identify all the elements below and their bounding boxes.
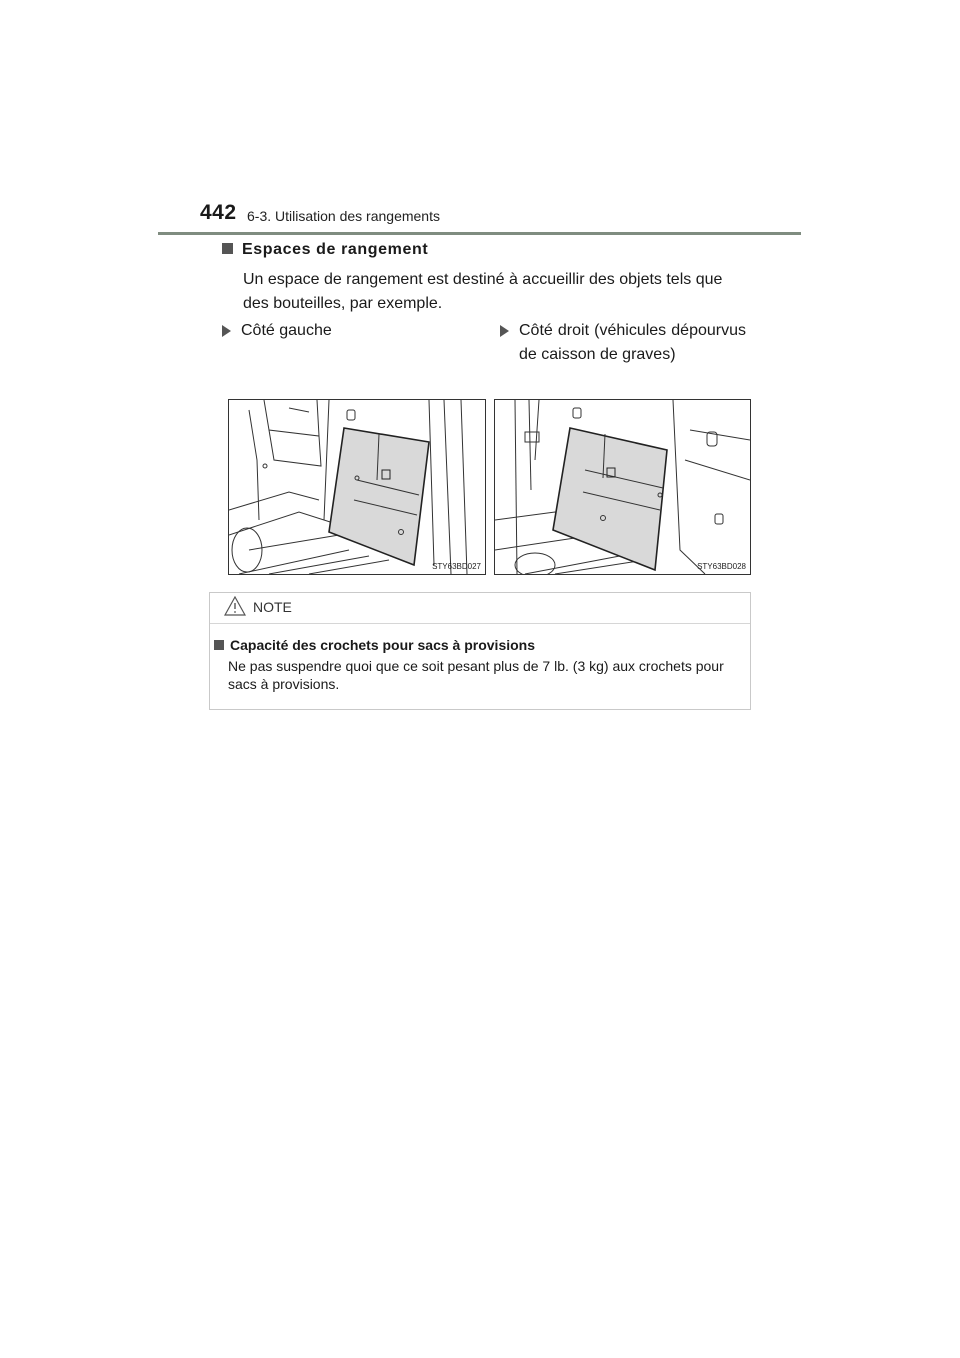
option-right <box>500 319 746 367</box>
intro-paragraph: Un espace de rangement est destiné à accueillir des objets tels que des bouteilles, par exemple. <box>243 271 723 312</box>
option-left <box>222 319 462 343</box>
square-bullet-icon <box>214 640 224 650</box>
note-subheading <box>214 637 535 653</box>
note-subheading-text: Capacité des crochets pour sacs à provisions <box>230 637 536 653</box>
cargo-right-illustration <box>495 400 750 574</box>
section-heading <box>222 241 428 259</box>
triangle-bullet-icon <box>222 325 231 337</box>
figure-code: STY63BD027 <box>432 562 481 571</box>
triangle-bullet-icon <box>500 325 509 337</box>
note-header <box>210 593 750 624</box>
note-body: Ne pas suspendre quoi que ce soit pesant plus de 7 lb. (3 kg) aux crochets pour sacs à provisions. <box>228 658 724 692</box>
square-bullet-icon <box>222 243 233 254</box>
option-right-label: Côté droit (véhicules dépourvus de caisson de graves) <box>519 322 746 363</box>
header-rule <box>158 232 801 235</box>
warning-triangle-icon <box>224 596 246 616</box>
option-left-label: Côté gauche <box>241 322 332 339</box>
figure-code: STY63BD028 <box>697 562 746 571</box>
cargo-left-illustration <box>229 400 485 574</box>
heading-text: Espaces de rangement <box>242 241 429 258</box>
note-box <box>209 592 751 710</box>
figure-right-storage <box>494 399 751 575</box>
section-title: 6-3. Utilisation des rangements <box>247 208 440 224</box>
page-number: 442 <box>200 201 237 224</box>
note-label: NOTE <box>253 599 292 615</box>
figure-left-storage <box>228 399 486 575</box>
